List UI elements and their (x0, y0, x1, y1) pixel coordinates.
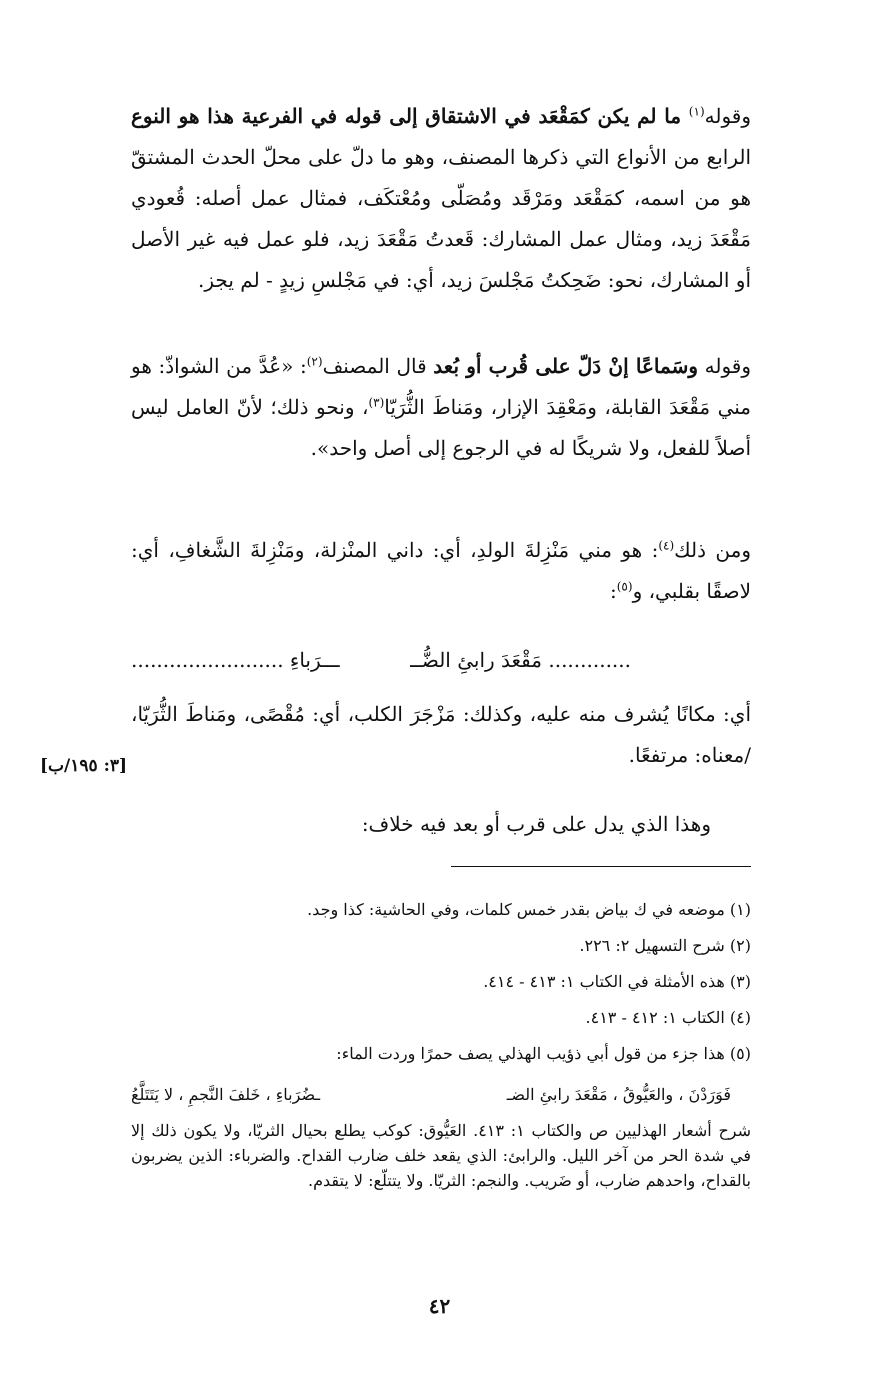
footnote-2: (٢) شرح التسهيل ٢: ٢٢٦. (579, 936, 751, 955)
footnote-1: (١) موضعه في ك بياض بقدر خمس كلمات، وفي الحاشية: كذا وجد. (307, 900, 751, 919)
paragraph-4 (131, 694, 751, 776)
paragraph-2-intro: وقوله (698, 354, 752, 378)
footnote-ref-4[interactable]: (٤) (658, 538, 675, 553)
page-number: ٤٢ (428, 1294, 451, 1318)
footnote-ref-1[interactable]: (١) (688, 104, 705, 119)
paragraph-3-colon: : (609, 579, 617, 603)
paragraph-5 (131, 804, 751, 845)
paragraph-1-text: الرابع من الأنواع التي ذكرها المصنف، وهو ما دلّ على محلّ الحدث المشتقّ هو من اسمه، كمَقْعَد ومَرْقَد ومُصَلّى ومُعْتكَف، فمثال عمل أصله: قُعودي مَقْعَدَ زيد، ومثال عمل المشارك: قَعدتُ مَقْعَدَ زيد، فلو عمل فيه غير الأصل أو المشارك، نحو: ضَحِكتُ مَجْلسَ زيد، أي: في مَجْلسِ زيدٍ - لم يجز. (131, 145, 751, 292)
verse-second-hemistich: ـــرَباءِ ........................ (131, 648, 340, 672)
footnote-ref-2[interactable]: (٢) (306, 354, 323, 369)
footnote-separator (451, 866, 751, 867)
poetry-verse (131, 640, 751, 680)
paragraph-1 (131, 96, 751, 301)
quoted-matn: ما لم يكن كمَقْعَد في الاشتقاق إلى قوله في الفرعية هذا هو النوع (131, 104, 689, 128)
paragraph-5-text: وهذا الذي يدل على قرب أو بعد فيه خلاف: (361, 812, 711, 836)
footnote-ref-5[interactable]: (٥) (616, 579, 633, 594)
footnote-ref-3[interactable]: (٣) (368, 395, 385, 410)
quoted-matn: وسَماعًا إنْ دَلّ على قُرب أو بُعد (433, 354, 699, 378)
footnote-5-verse (131, 1082, 751, 1108)
paragraph-3-intro: ومن ذلك (674, 538, 751, 562)
paragraph-2 (131, 346, 751, 469)
paragraph-2-text: : «عُدَّ من الشواذّ: هو مني مَقْعَدَ القابلة، ومَعْقِدَ الإزار، ومَناطَ الثُّرَيّا (131, 354, 751, 419)
footnote-4: (٤) الكتاب ١: ٤١٢ - ٤١٣. (585, 1008, 751, 1027)
footnote-5-body: شرح أشعار الهذليين ص والكتاب ١: ٤١٣. العَيُّوق: كوكب يطلع بحيال الثريّا، ولا يكون ذلك إلا في شدة الحر من آخر الليل. والرابئ: الذي يقعد خلف ضارب القداح. والضرباء: الذين يضربون بالقداح، واحدهم ضارب، أو ضَريب. والنجم: الثريّا. ولا يتتلّع: لا يتقدم. (131, 1121, 752, 1190)
paragraph-3-text: : هو مني مَنْزِلةَ الولدِ، أي: داني المنْزلة، ومَنْزِلةَ الشَّغافِ، أي: لاصقًا بقلبي، و (131, 538, 751, 603)
footnote-5-heading: (٥) هذا جزء من قول أبي ذؤيب الهذلي يصف حمرًا وردت الماء: (336, 1044, 751, 1063)
footnote-verse-second-hemistich: ـضُرَباءِ ، خَلفَ النَّجمِ ، لا يَتَتَلَّعُ (131, 1085, 321, 1104)
footnote-3: (٣) هذه الأمثلة في الكتاب ١: ٤١٣ - ٤١٤. (483, 972, 751, 991)
paragraph-2-text-end: ، ونحو ذلك؛ لأنّ العامل ليس أصلاً للفعل، ولا شريكًا له في الرجوع إلى أصل واحد». (131, 395, 751, 460)
paragraph-3 (131, 530, 751, 612)
paragraph-1-intro: وقوله (704, 104, 751, 128)
verse-first-hemistich: ............. مَقْعَدَ رابئِ الضُّــ (410, 648, 631, 672)
paragraph-2-mid: قال المصنف (322, 354, 434, 378)
paragraph-4-text: أي: مكانًا يُشرف منه عليه، وكذلك: مَزْجَرَ الكلب، أي: مُقْصًى، ومَناطَ الثُّرَيّا، /معناه: مرتفعًا. (131, 702, 751, 767)
manuscript-folio-marker: [٣: ١٩٥/ب] (40, 756, 128, 776)
footnote-verse-first-hemistich: فَوَرَدْنَ ، والعَيُّوقُ ، مَقْعَدَ رابئِ الضـ (506, 1085, 731, 1104)
